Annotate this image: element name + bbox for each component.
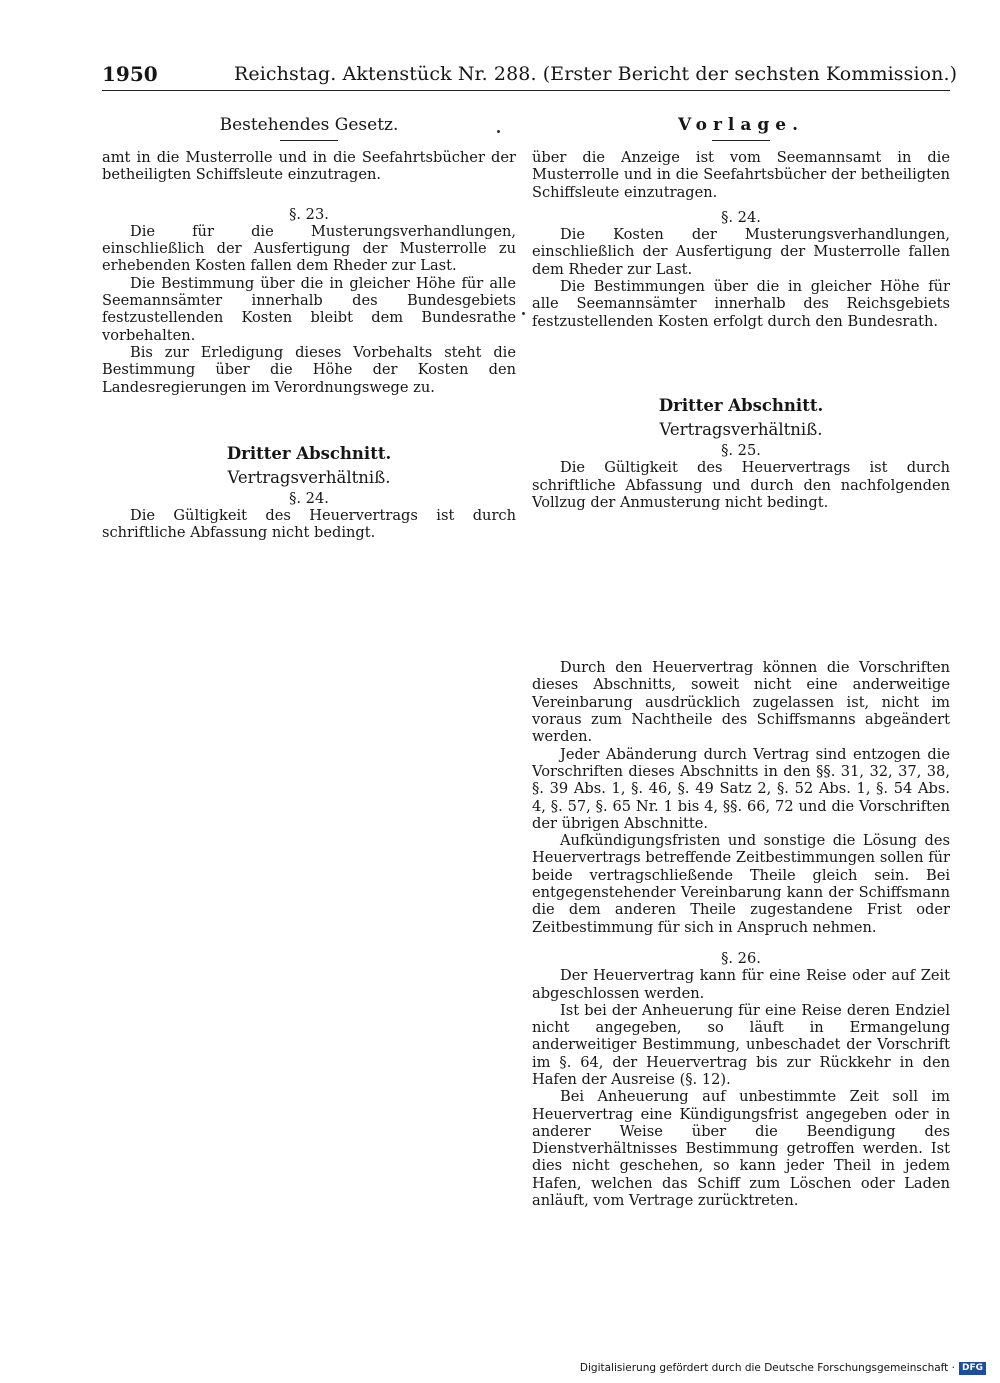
section-heading: Dritter Abschnitt.	[226, 443, 392, 463]
paragraph: Aufkündigungsfristen und sonstige die Lösung des Heuervertrags betreffende Zeitbestimmungen sollen für beide vertragschließende Theile gleich sein. Bei entgegenstehender Vereinbarung kann der Schiffsmann die dem anderen Theile zugestandene Frist oder Zeitbestimmung für sich in Anspruch nehmen.	[532, 832, 950, 936]
paragraph: Bis zur Erledigung dieses Vorbehalts steht die Bestimmung über die Höhe der Kosten den Landesregierungen im Verordnungswege zu.	[102, 343, 516, 396]
right-column-proposal	[532, 112, 950, 1209]
intro-paragraph: über die Anzeige ist vom Seemannsamt in die Musterrolle und in die Seefahrtsbücher der betheiligten Schiffsleute einzutragen.	[532, 149, 950, 201]
section-label: §. 23.	[289, 205, 329, 223]
paragraph: Die Gültigkeit des Heuervertrags ist durch schriftliche Abfassung nicht bedingt.	[102, 507, 516, 542]
section-label: §. 26.	[721, 949, 761, 967]
decorative-dot	[522, 312, 525, 315]
paragraph: Ist bei der Anheuerung für eine Reise deren Endziel nicht angegeben, so läuft in Ermangelung anderweitiger Bestimmung, unbeschadet der Vorschrift im §. 64, der Heuervertrag bis zur Rückkehr in den Hafen der Ausreise (§. 12).	[532, 1001, 950, 1088]
left-column-existing-law	[102, 112, 516, 542]
paragraph: Die Kosten der Musterungsverhandlungen, einschließlich der Ausfertigung der Musterrolle fallen dem Rheder zur Last.	[532, 226, 950, 278]
paragraph: Bei Anheuerung auf unbestimmte Zeit soll im Heuervertrag eine Kündigungsfrist angegeben oder in anderer Weise über die Beendigung des Dienstverhältnisses Bestimmung getroffen werden. Ist dies nicht geschehen, so kann jeder Theil in jedem Hafen, welchen das Schiff zum Löschen oder Laden anläuft, vom Vertrage zurücktreten.	[532, 1088, 950, 1210]
paragraph: Die Bestimmungen über die in gleicher Höhe für alle Seemannsämter innerhalb des Reichsgebiets festzustellenden Kosten erfolgt durch den Bundesrath.	[532, 278, 950, 330]
paragraph: Der Heuervertrag kann für eine Reise oder auf Zeit abgeschlossen werden.	[532, 967, 950, 1002]
intro-paragraph: amt in die Musterrolle und in die Seefahrtsbücher der betheiligten Schiffsleute einzutragen.	[102, 149, 516, 184]
page-header	[102, 60, 958, 91]
running-title: Reichstag. Aktenstück Nr. 288. (Erster Bericht der sechsten Kommission.)	[234, 63, 958, 85]
title-rule	[712, 140, 770, 141]
paragraph: Die Gültigkeit des Heuervertrags ist durch schriftliche Abfassung und durch den nachfolgenden Vollzug der Anmusterung nicht bedingt.	[532, 459, 950, 511]
section-label: §. 24.	[721, 208, 761, 226]
digitization-credit	[580, 1361, 986, 1375]
section-subheading: Vertragsverhältniß.	[227, 467, 391, 487]
page-number: 1950	[102, 62, 158, 86]
column-title: Vorlage.	[677, 115, 805, 135]
title-rule	[280, 140, 338, 141]
paragraph: Die Bestimmung über die in gleicher Höhe für alle Seemannsämter innerhalb des Bundesgebiets festzustellenden Kosten bleibt dem Bundesrathe vorbehalten.	[102, 274, 516, 344]
section-label: §. 24.	[289, 489, 329, 507]
paragraph: Durch den Heuervertrag können die Vorschriften dieses Abschnitts, soweit nicht eine anderweitige Vereinbarung ausdrücklich zugelassen ist, nicht im voraus zum Nachtheile des Schiffsmanns abgeändert werden.	[532, 659, 950, 746]
paragraph: Jeder Abänderung durch Vertrag sind entzogen die Vorschriften dieses Abschnitts in den §§. 31, 32, 37, 38, §. 39 Abs. 1, §. 46, §. 49 Satz 2, §. 52 Abs. 1, §. 54 Abs. 4, §. 57, §. 65 Nr. 1 bis 4, §§. 66, 72 und die Vorschriften der übrigen Abschnitte.	[532, 745, 950, 832]
dfg-logo: DFG	[959, 1362, 986, 1375]
credit-text: Digitalisierung gefördert durch die Deutsche Forschungsgemeinschaft ·	[579, 1362, 955, 1374]
section-heading: Dritter Abschnitt.	[658, 395, 824, 415]
paragraph: Die für die Musterungsverhandlungen, einschließlich der Ausfertigung der Musterrolle zu erhebenden Kosten fallen dem Rheder zur Last.	[102, 222, 516, 275]
section-label: §. 25.	[721, 441, 761, 459]
section-subheading: Vertragsverhältniß.	[659, 419, 823, 439]
column-title: Bestehendes Gesetz.	[219, 115, 399, 135]
